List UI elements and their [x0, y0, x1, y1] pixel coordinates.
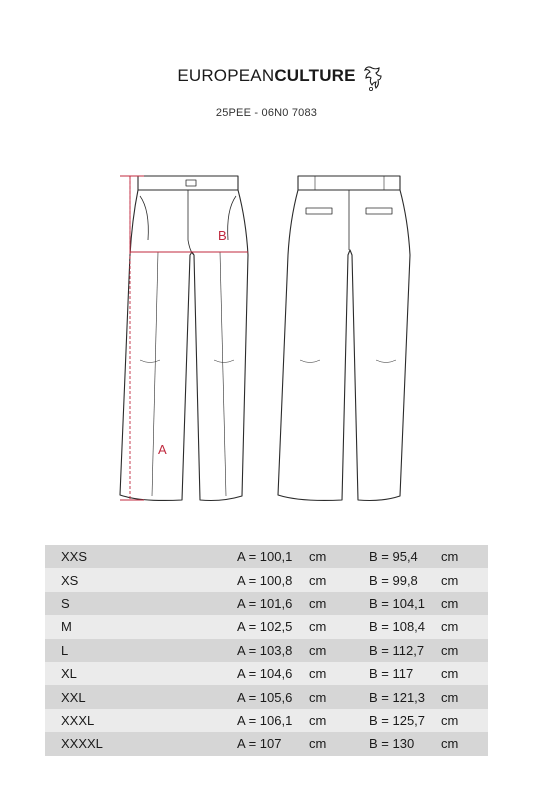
size-row — [45, 545, 488, 568]
measurement-a-value: A = 107 — [237, 736, 282, 752]
brand-wordmark — [0, 66, 533, 86]
size-label: XXXXL — [61, 736, 103, 752]
size-row — [45, 639, 488, 662]
measurement-b-unit: cm — [441, 595, 459, 611]
size-label: XXS — [61, 549, 88, 565]
griffin-logo-icon — [361, 64, 383, 92]
size-label: M — [61, 619, 72, 635]
measurement-a-unit: cm — [309, 712, 327, 728]
measurement-a-unit: cm — [309, 572, 327, 588]
measurement-a-unit: cm — [309, 595, 327, 611]
size-row — [45, 592, 488, 615]
measurement-a-value: A = 105,6 — [237, 689, 293, 705]
brand-name-bold: CULTURE — [274, 66, 356, 85]
measurement-a-unit: cm — [309, 689, 327, 705]
measurement-a-unit: cm — [309, 549, 327, 565]
front-view-trousers — [120, 176, 248, 501]
measurement-a-value: A = 102,5 — [237, 619, 293, 635]
measurement-b-value: B = 112,7 — [369, 642, 425, 658]
measurement-a-value: A = 100,8 — [237, 572, 293, 588]
measurement-label-b: B — [218, 228, 227, 243]
measurement-b-value: B = 104,1 — [369, 595, 426, 611]
measurement-b-unit: cm — [441, 572, 459, 588]
measurement-b-unit: cm — [441, 736, 459, 752]
brand-name-light: EUROPEAN — [177, 66, 275, 85]
measurement-b-unit: cm — [441, 689, 459, 705]
measurement-a-unit: cm — [309, 642, 327, 658]
measurement-b-unit: cm — [441, 666, 459, 682]
size-label: XL — [61, 666, 77, 682]
measurement-b-value: B = 99,8 — [369, 572, 418, 588]
size-chart-table — [45, 545, 488, 756]
measurement-b-unit: cm — [441, 642, 459, 658]
trousers-technical-drawing — [110, 160, 430, 505]
measurement-a-value: A = 103,8 — [237, 642, 293, 658]
size-label: L — [61, 642, 69, 658]
measurement-b-value: B = 117 — [369, 666, 414, 682]
measurement-a-value: A = 106,1 — [237, 712, 293, 728]
size-row — [45, 732, 488, 755]
product-code: 25PEE - 06N0 7083 — [215, 107, 318, 119]
size-row — [45, 662, 488, 685]
measurement-a-unit: cm — [309, 736, 327, 752]
size-row — [45, 709, 488, 732]
size-label: S — [61, 595, 70, 611]
measurement-label-a: A — [158, 442, 167, 457]
measurement-b-unit: cm — [441, 619, 459, 635]
measurement-a-unit: cm — [309, 619, 327, 635]
size-row — [45, 568, 488, 591]
size-label: XXL — [61, 689, 86, 705]
measurement-b-value: B = 130 — [369, 736, 415, 752]
size-row — [45, 615, 488, 638]
measurement-b-value: B = 95,4 — [369, 549, 418, 565]
measurement-a-value: A = 101,6 — [237, 595, 293, 611]
measurement-a-unit: cm — [309, 666, 327, 682]
measurement-a-value: A = 104,6 — [237, 666, 293, 682]
measurement-b-unit: cm — [441, 549, 459, 565]
back-view-trousers — [278, 176, 410, 501]
size-row — [45, 685, 488, 708]
measurement-b-unit: cm — [441, 712, 459, 728]
size-label: XXXL — [61, 712, 95, 728]
measurement-b-value: B = 121,3 — [369, 689, 426, 705]
measurement-b-value: B = 108,4 — [369, 619, 426, 635]
measurement-a-value: A = 100,1 — [237, 549, 293, 565]
size-label: XS — [61, 572, 79, 588]
measurement-b-value: B = 125,7 — [369, 712, 426, 728]
